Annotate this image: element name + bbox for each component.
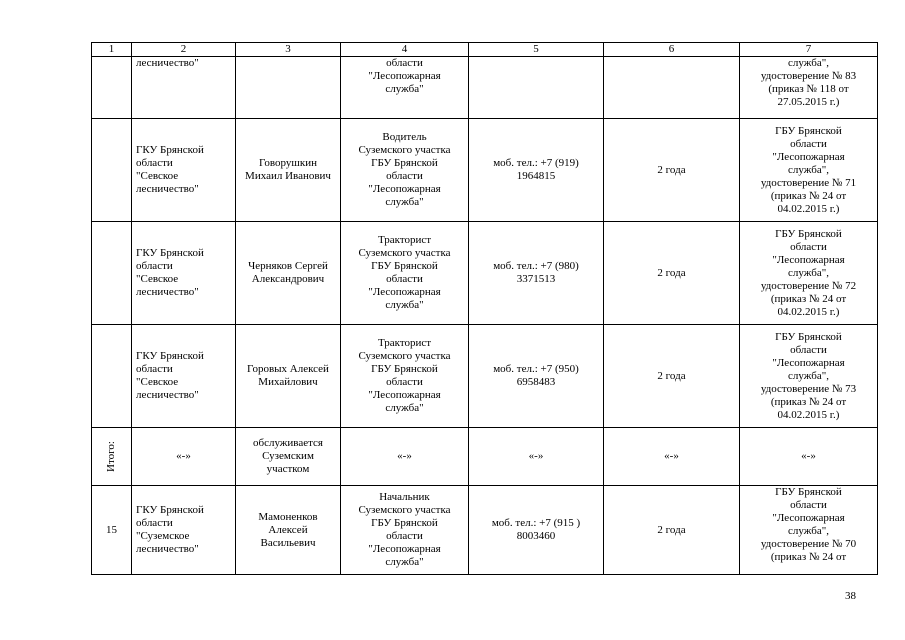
cell-text-line: Алексей [268, 523, 308, 536]
cell-text-line: ГБУ Брянской [371, 157, 438, 169]
cell-text-line: служба", [788, 57, 829, 69]
cell-text-line: лесничество" [136, 286, 199, 298]
cell-text-line: служба" [385, 402, 424, 414]
experience-cell: 2 года [604, 486, 740, 575]
cell-text-line: области [386, 530, 423, 542]
person-name-cell [236, 486, 341, 575]
cell-text-line: ГКУ Брянской [136, 144, 204, 156]
cell-text-line: (приказ № 24 от [770, 551, 847, 563]
cell-text-line: области [790, 499, 827, 511]
position-cell [341, 325, 469, 428]
table-row [92, 428, 878, 486]
organization-cell [132, 57, 236, 119]
cell-text-line: Тракторист [377, 234, 432, 246]
phone-cell [469, 119, 604, 222]
cell-text-line: ГБУ Брянской [775, 486, 842, 498]
header-cell: 6 [604, 43, 740, 57]
cell-text-line: ГБУ Брянской [371, 363, 438, 375]
position-cell [341, 222, 469, 325]
cell-text-line: служба" [385, 196, 424, 208]
cell-text-line: удостоверение № 71 [760, 176, 857, 189]
cell-text-line: моб. тел.: +7 (980) [493, 260, 579, 272]
cell-text-line: области [136, 260, 173, 272]
position-cell [341, 119, 469, 222]
cell-text-line: "Лесопожарная [772, 512, 845, 524]
cell-text-line: ГБУ Брянской [371, 517, 438, 529]
cell-text-line: ГКУ Брянской [136, 504, 204, 516]
organization-cell [132, 325, 236, 428]
person-name-cell [236, 222, 341, 325]
cell-text-line: "Лесопожарная [772, 253, 845, 266]
cell-text-line: (приказ № 24 от [770, 395, 847, 408]
cell-text-line: 04.02.2015 г.) [777, 202, 840, 215]
cell-text-line: области [386, 273, 423, 285]
cell-text-line: Александрович [251, 273, 325, 285]
certificate-cell [740, 325, 878, 428]
phone-cell [469, 486, 604, 575]
cell-text-line: (приказ № 118 от [768, 83, 849, 95]
cell-text-line: области [386, 57, 423, 69]
experience-cell: 2 года [604, 119, 740, 222]
cell-text-line: 3371513 [516, 273, 556, 285]
personnel-table [91, 42, 878, 575]
table-header-row [92, 43, 878, 57]
table-row [92, 486, 878, 575]
cell-text-line: Михайлович [258, 376, 318, 388]
row-number-cell [92, 119, 132, 222]
cell-text-line: области [790, 240, 827, 253]
cell-text-line: "Севское [136, 376, 179, 388]
organization-cell [132, 222, 236, 325]
cell-text-line: 04.02.2015 г.) [777, 305, 840, 318]
cell-text-line: ГКУ Брянской [136, 247, 204, 259]
cell-text-line: «-» [801, 450, 816, 462]
row-number-cell [92, 57, 132, 119]
cell-text-line: области [136, 363, 173, 375]
cell-text-line: 1964815 [516, 170, 556, 182]
certificate-cell [740, 222, 878, 325]
experience-cell: 2 года [604, 325, 740, 428]
certificate-cell [740, 428, 878, 486]
cell-text-line: служба" [385, 556, 424, 568]
header-cell: 4 [341, 43, 469, 57]
cell-text-line: служба", [788, 266, 829, 279]
header-cell: 7 [740, 43, 878, 57]
experience-cell: 2 года [604, 222, 740, 325]
header-cell: 3 [236, 43, 341, 57]
organization-cell [132, 486, 236, 575]
cell-text-line: ГБУ Брянской [775, 227, 842, 240]
cell-text-line: ГБУ Брянской [371, 260, 438, 272]
cell-text-line: "Суземское [136, 530, 190, 542]
cell-text-line: 6958483 [516, 376, 556, 388]
position-cell [341, 57, 469, 119]
cell-text-line: удостоверение № 70 [760, 538, 857, 550]
cell-text-line: лесничество" [136, 183, 199, 195]
phone-cell [469, 428, 604, 486]
row-number-cell [92, 325, 132, 428]
cell-text-line: ГБУ Брянской [775, 124, 842, 137]
certificate-cell [740, 119, 878, 222]
cell-text-line: служба", [788, 163, 829, 176]
organization-cell [132, 119, 236, 222]
cell-text-line: (приказ № 24 от [770, 189, 847, 202]
cell-text-line: области [386, 170, 423, 182]
header-cell: 5 [469, 43, 604, 57]
position-cell [341, 486, 469, 575]
cell-text-line: Михаил Иванович [245, 170, 331, 182]
cell-text-line: "Лесопожарная [772, 356, 845, 369]
cell-text-line: служба", [788, 525, 829, 537]
cell-text-line: Начальник [379, 491, 430, 503]
organization-cell [132, 428, 236, 486]
cell-text-line: "Лесопожарная [368, 286, 441, 298]
cell-text-line: лесничество" [136, 543, 199, 555]
cell-text-line: 8003460 [516, 530, 556, 542]
person-name-cell [236, 428, 341, 486]
cell-text-line: "Лесопожарная [368, 543, 441, 555]
cell-text-line: обслуживается [252, 437, 323, 449]
cell-text-line: удостоверение № 83 [760, 70, 857, 82]
cell-text-line: области [790, 343, 827, 356]
cell-text-line: области [136, 517, 173, 529]
phone-cell [469, 57, 604, 119]
cell-text-line: удостоверение № 73 [760, 382, 857, 395]
total-label: Итого: [105, 441, 117, 472]
row-number-cell [92, 222, 132, 325]
cell-text-line: моб. тел.: +7 (915 ) [491, 517, 581, 529]
experience-cell: «-» [604, 428, 740, 486]
cell-text-line: «-» [528, 450, 544, 462]
cell-text-line: ГБУ Брянской [775, 330, 842, 343]
phone-cell [469, 222, 604, 325]
person-name-cell [236, 325, 341, 428]
cell-text-line: Суземского участка [358, 504, 451, 516]
cell-text-line: области [136, 157, 173, 169]
cell-text-line: моб. тел.: +7 (950) [493, 363, 579, 375]
cell-text-line: 27.05.2015 г.) [777, 96, 840, 108]
cell-text-line: (приказ № 24 от [770, 292, 847, 305]
position-cell [341, 428, 469, 486]
cell-text-line: ГКУ Брянской [136, 350, 204, 362]
cell-text-line: Водитель [382, 131, 427, 143]
cell-text-line: «-» [176, 450, 191, 462]
table-row [92, 222, 878, 325]
page-number: 38 [845, 590, 856, 602]
cell-text-line: служба" [385, 299, 424, 311]
cell-text-line: "Лесопожарная [368, 389, 441, 401]
cell-text-line: удостоверение № 72 [760, 279, 857, 292]
cell-text-line: "Севское [136, 273, 179, 285]
total-label-cell [92, 428, 132, 486]
cell-text-line: Суземского участка [358, 350, 451, 362]
cell-text-line: "Севское [136, 170, 179, 182]
cell-text-line: области [386, 376, 423, 388]
cell-text-line: участком [266, 463, 310, 475]
table-row [92, 325, 878, 428]
cell-text-line: 04.02.2015 г.) [777, 408, 840, 421]
cell-text-line: "Лесопожарная [772, 150, 845, 163]
cell-text-line: "Лесопожарная [368, 70, 441, 82]
cell-text-line: Тракторист [377, 337, 432, 349]
person-name-cell [236, 119, 341, 222]
experience-cell [604, 57, 740, 119]
cell-text-line: Суземского участка [358, 247, 451, 259]
cell-text-line: «-» [397, 450, 412, 462]
cell-text-line: моб. тел.: +7 (919) [493, 157, 579, 169]
cell-text-line: Суземским [262, 450, 314, 462]
cell-text-line: лесничество" [136, 389, 199, 401]
cell-text-line: служба" [385, 83, 424, 95]
header-cell: 1 [92, 43, 132, 57]
cell-text-line: Васильевич [260, 536, 316, 549]
header-cell: 2 [132, 43, 236, 57]
certificate-cell [740, 57, 878, 119]
table-row [92, 119, 878, 222]
cell-text-line: области [790, 137, 827, 150]
table-row [92, 57, 878, 119]
cell-text-line: лесничество" [136, 57, 199, 69]
row-number-cell: 15 [92, 486, 132, 575]
person-name-cell [236, 57, 341, 119]
cell-text-line: "Лесопожарная [368, 183, 441, 195]
certificate-cell [740, 486, 878, 575]
phone-cell [469, 325, 604, 428]
cell-text-line: Мамоненков [258, 510, 318, 523]
cell-text-line: служба", [788, 369, 829, 382]
cell-text-line: Черняков Сергей [248, 260, 328, 272]
cell-text-line: Горовых Алексей [247, 363, 329, 375]
cell-text-line: Говорушкин [259, 157, 317, 169]
cell-text-line: Суземского участка [358, 144, 451, 156]
